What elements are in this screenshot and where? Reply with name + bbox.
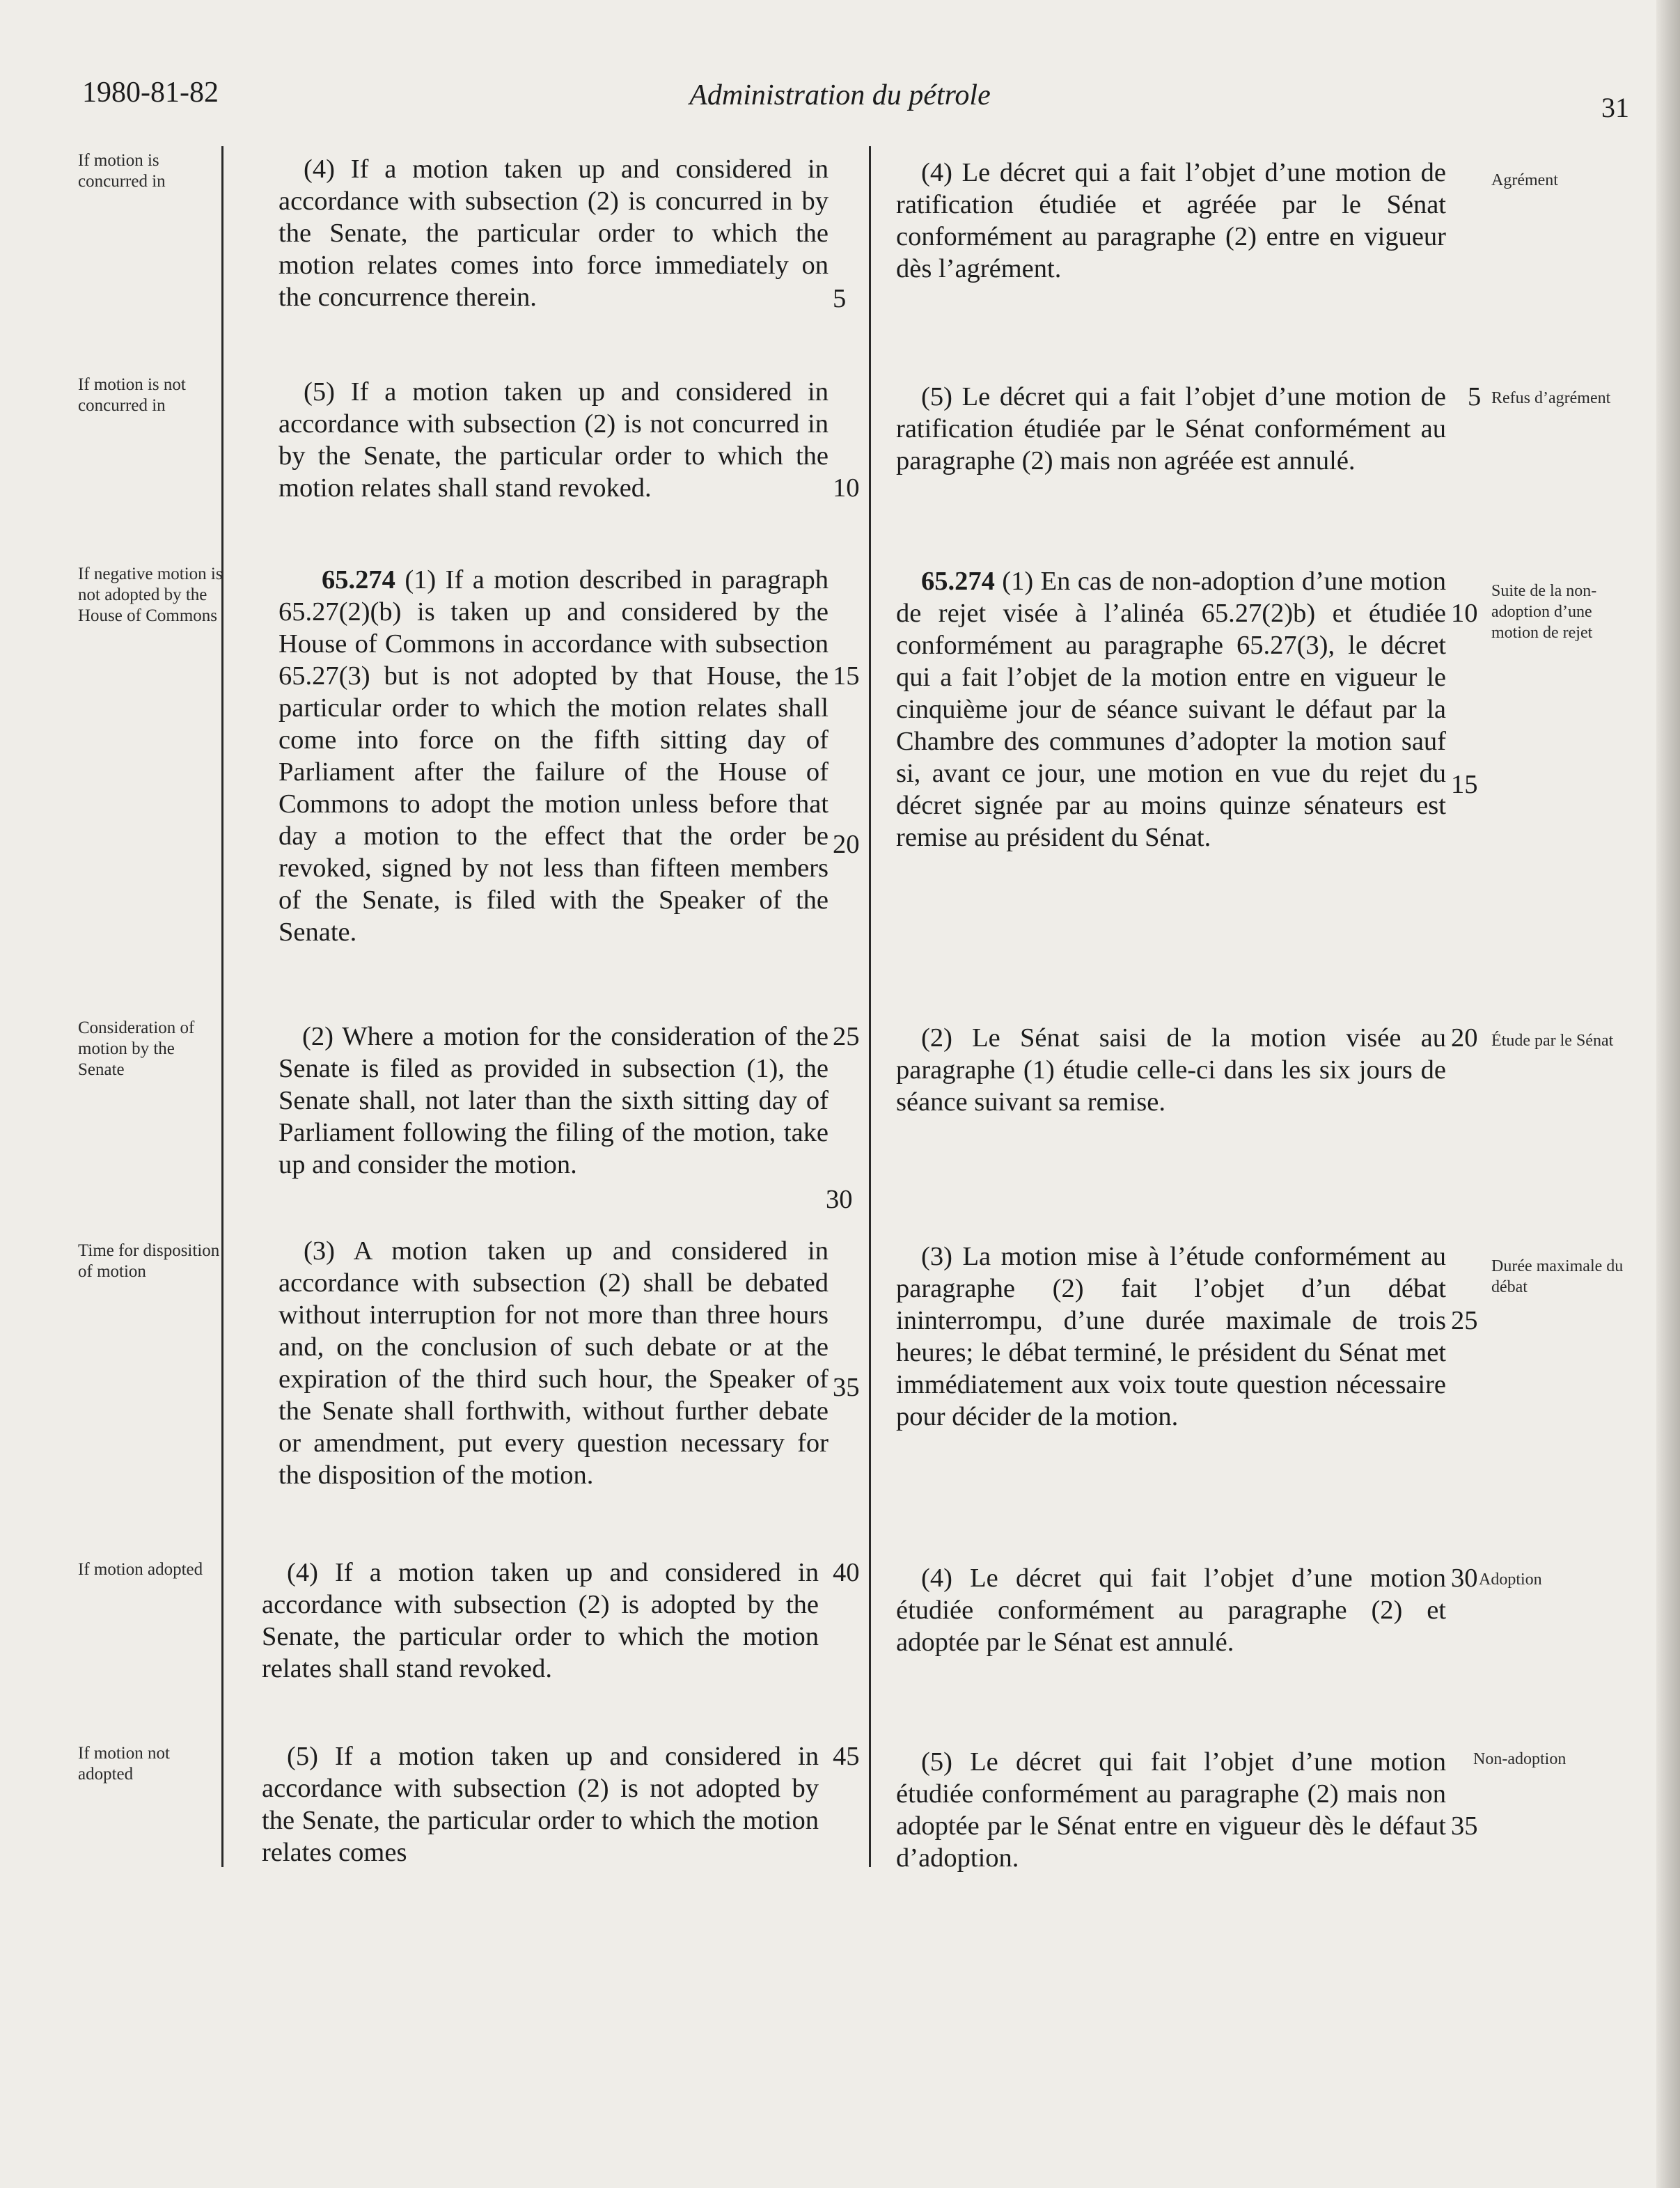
marginal-note-en: If motion is not concurred in: [78, 375, 186, 415]
line-number: 40: [833, 1558, 860, 1587]
marginal-note-fr: Étude par le Sénat: [1491, 1032, 1614, 1050]
line-number: 35: [1451, 1811, 1478, 1841]
line-number: 20: [833, 830, 860, 859]
page-number: 31: [1601, 92, 1629, 123]
marginal-note-fr: Suite de la non-adoption d’une motion de rejet: [1491, 582, 1597, 642]
marginal-note-en: If motion adopted: [78, 1560, 203, 1579]
running-header-year: 1980-81-82: [82, 77, 219, 109]
line-number: 25: [1451, 1306, 1478, 1335]
paragraph-en: (3) A motion taken up and considered in accordance with subsection (2) shall be debated without interruption for not more than three hours and, on the conclusion of such debate or at the expiration of the third such hour, the Speaker of the Senate shall forthwith, without further debate or amendment, put every question necessary for the disposition of the motion.: [278, 1236, 829, 1490]
marginal-note-fr: Adoption: [1479, 1571, 1542, 1589]
line-number: 45: [833, 1742, 860, 1771]
line-number: 30: [1451, 1564, 1478, 1593]
running-header-title: Administration du pétrole: [689, 79, 991, 111]
line-number: 10: [833, 473, 860, 503]
line-number: 30: [826, 1185, 853, 1214]
paragraph-en: (4) If a motion taken up and considered in accordance with subsection (2) is adopted by the Senate, the particular order to which the motion relates shall stand revoked.: [262, 1558, 819, 1683]
paragraph-fr: (4) Le décret qui fait l’objet d’une motion étudiée conformément au paragraphe (2) et adoptée par le Sénat est annulé.: [896, 1564, 1446, 1657]
page-edge-shadow: [1656, 0, 1680, 2188]
section-number: 65.274: [921, 567, 995, 596]
marginal-note-en: If negative motion is not adopted by the House of Commons: [78, 565, 223, 625]
line-number: 20: [1451, 1023, 1478, 1053]
marginal-note-fr: Agrément: [1491, 171, 1558, 189]
marginal-note-en: If motion is concurred in: [78, 151, 166, 191]
section-number: 65.274: [322, 565, 395, 595]
line-number: 15: [1451, 770, 1478, 799]
paragraph-fr: (5) Le décret qui fait l’objet d’une motion étudiée conformément au paragraphe (2) mais non adoptée par le Sénat entre en vigueur dès le défaut d’adoption.: [896, 1747, 1446, 1873]
marginal-note-en: Time for disposition of motion: [78, 1241, 220, 1281]
marginal-note-fr: Refus d’agrément: [1491, 389, 1611, 407]
paragraph-en: (4) If a motion taken up and considered in accordance with subsection (2) is concurred in by the Senate, the particular order to which the motion relates comes into force immediately on the concurrence therein.: [278, 155, 829, 312]
marginal-note-en: If motion not adopted: [78, 1744, 170, 1784]
column-divider-rule: [869, 146, 871, 1867]
line-number: 25: [833, 1022, 860, 1051]
line-number: 15: [833, 661, 860, 691]
paragraph-fr: (4) Le décret qui a fait l’objet d’une motion de ratification étudiée et agréée par le Sénat conformément au paragraphe (2) entre en vigueur dès l’agrément.: [896, 158, 1446, 283]
paragraph-en: (5) If a motion taken up and considered in accordance with subsection (2) is not concurred in by the Senate, the particular order to which the motion relates shall stand revoked.: [278, 377, 829, 503]
paragraph-fr: (2) Le Sénat saisi de la motion visée au paragraphe (1) étudie celle-ci dans les six jours de séance suivant sa remise.: [896, 1023, 1446, 1117]
line-number: 5: [833, 284, 847, 313]
paragraph-fr: (3) La motion mise à l’étude conformément au paragraphe (2) fait l’objet d’un débat ininterrompu, d’une durée maximale de trois heures; le débat terminé, le président du Sénat met immédiatement aux voix toute question nécessaire pour décider de la motion.: [896, 1242, 1446, 1431]
line-number: 35: [833, 1373, 860, 1402]
paragraph-text: (1) En cas de non-adoption d’une motion de rejet visée à l’alinéa 65.27(2)b) et étudiée conformément au paragraphe 65.27(3), le décret qui a fait l’objet de la motion entre en vigueur le cinquième jour de séance suivant le défaut par la Chambre des communes d’adopter la motion sauf si, avant ce jour, une motion en vue du rejet du décret signée par au moins quinze sénateurs est remise au président du Sénat.: [896, 567, 1446, 852]
line-number: 10: [1451, 599, 1478, 628]
marginal-note-fr: Non-adoption: [1473, 1750, 1567, 1768]
marginal-note-fr: Durée maximale du débat: [1491, 1257, 1624, 1296]
paragraph-fr: (5) Le décret qui a fait l’objet d’une motion de ratification étudiée par le Sénat conformément au paragraphe (2) mais non agréée est annulé.: [896, 382, 1446, 475]
marginal-note-en: Consideration of motion by the Senate: [78, 1018, 195, 1079]
paragraph-text: (1) If a motion described in paragraph 65.27(2)(b) is taken up and considered by the House of Commons in accordance with subsection 65.27(3) but is not adopted by that House, the particular order to which the motion relates shall come into force on the fifth sitting day of Parliament after the failure of the House of Commons to adopt the motion unless before that day a motion to the effect that the order be revoked, signed by not less than fifteen members of the Senate, is filed with the Speaker of the Senate.: [278, 565, 829, 947]
paragraph-en: (2) Where a motion for the consideration of the Senate is filed as provided in subsection (1), the Senate shall, not later than the sixth sitting day of Parliament following the filing of the motion, take up and consider the motion.: [278, 1022, 829, 1179]
paragraph-en: (5) If a motion taken up and considered in accordance with subsection (2) is not adopted by the Senate, the particular order to which the motion relates comes: [262, 1742, 819, 1867]
paragraph-fr: [896, 565, 1446, 853]
paragraph-en: [278, 564, 829, 948]
line-number: 5: [1468, 382, 1482, 411]
